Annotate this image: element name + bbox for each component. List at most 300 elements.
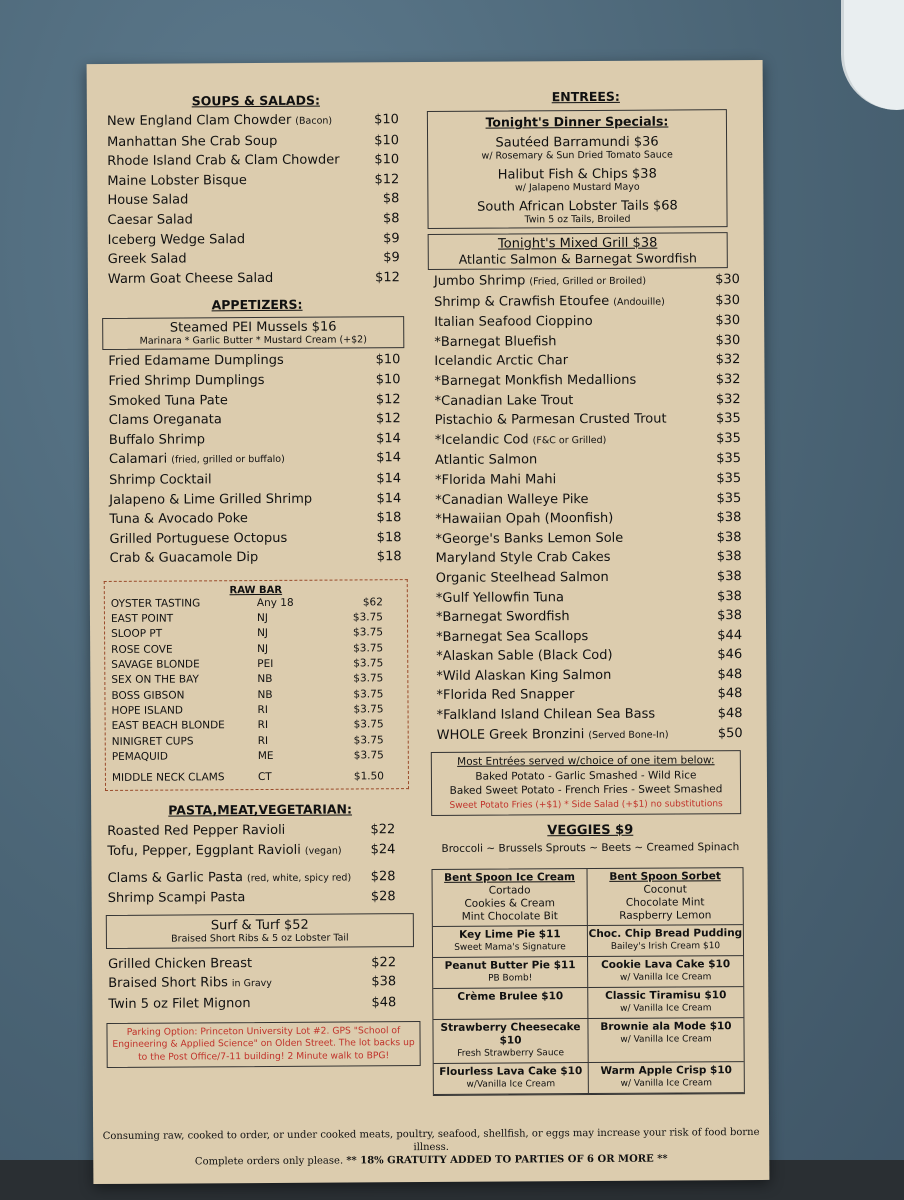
menu-item-name: WHOLE Greek Bronzini (436, 726, 585, 743)
dessert-item (433, 957, 588, 989)
menu-item-label (109, 391, 228, 411)
menu-item-name: Grilled Chicken Breast (108, 955, 253, 972)
menu-item-name: *Barnegat Swordfish (435, 609, 570, 626)
menu-item-name: Maryland Style Crab Cakes (435, 550, 611, 567)
menu-item (435, 489, 741, 510)
menu-item-name: *Falkland Island Chilean Sea Bass (436, 706, 656, 724)
menu-item-name: *Hawaiian Opah (Moonfish) (435, 510, 614, 528)
surf-turf-box (106, 913, 414, 949)
menu-item (107, 840, 395, 862)
veggies-heading: VEGGIES $9 (547, 823, 634, 839)
pasta-list-2 (106, 867, 416, 909)
raw-bar-origin: RI (257, 719, 269, 732)
raw-bar-name: SEX ON THE BAY (111, 673, 199, 687)
menu-item-label (108, 371, 264, 392)
menu-item (435, 449, 741, 470)
raw-bar-price: $1.50 (353, 770, 384, 783)
dessert-name: Choc. Chip Bread Pudding (588, 927, 743, 941)
menu-item-price: $35 (716, 490, 742, 506)
menu-item-price: $8 (382, 191, 400, 207)
menu-item (108, 993, 396, 1014)
menu-item-note: (Fried, Grilled or Broiled) (529, 275, 647, 288)
raw-bar-name: NINIGRET CUPS (111, 734, 194, 748)
menu-item (437, 704, 743, 725)
raw-bar-price: $3.75 (352, 611, 384, 624)
menu-item-label (108, 888, 246, 908)
menu-item (107, 131, 399, 152)
menu-item-price: $28 (370, 889, 396, 905)
pasta-list-1 (105, 821, 415, 863)
menu-item-note: in Gravy (231, 978, 272, 990)
menu-item-label (435, 470, 556, 490)
parking-text: Princeton University Lot #2. GPS "School of Engineering & Applied Science" on Olden Street. The lot backs up to the Post Office/7-11 building! 2 Minute walk to BPG! (112, 1024, 415, 1063)
menu-item-name: *Barnegat Monkfish Medallions (434, 372, 637, 389)
raw-bar-price: $3.75 (353, 718, 384, 731)
menu-item-label (435, 509, 613, 530)
dessert-item (588, 925, 743, 957)
menu-item-price: $44 (717, 627, 743, 643)
menu-item-name: Maine Lobster Bisque (107, 172, 247, 189)
menu-item-label (436, 568, 609, 589)
menu-item (108, 887, 396, 908)
menu-item-label (436, 646, 612, 667)
menu-item-price: $18 (376, 529, 402, 545)
menu-item-price: $38 (717, 608, 743, 624)
dessert-item (588, 987, 743, 1019)
raw-bar-price: $3.75 (353, 749, 384, 762)
menu-item-label (436, 666, 611, 687)
menu-item-name: Organic Steelhead Salmon (435, 569, 609, 586)
mixed-grill-box (428, 232, 728, 270)
menu-item (107, 170, 399, 191)
special-name: Halibut Fish & Chips $38 (497, 166, 657, 183)
menu-item (434, 350, 740, 371)
pasta-heading: PASTA,MEAT,VEGETARIAN: (168, 801, 353, 819)
parking-label: Parking Option: (126, 1026, 198, 1038)
raw-bar-price: $3.75 (353, 642, 384, 655)
menu-item (107, 150, 399, 171)
menu-item-name: Pistachio & Parmesan Crusted Trout (434, 411, 667, 429)
mixed-grill-sub: Atlantic Salmon & Barnegat Swordfish (458, 250, 697, 267)
sorbet-title: Bent Spoon Sorbet (609, 870, 721, 884)
raw-bar-name: EAST POINT (110, 612, 174, 626)
menu-item (107, 190, 399, 211)
menu-item (435, 409, 741, 430)
dessert-sub: Bailey's Irish Cream $10 (610, 941, 721, 953)
menu-item-name: Caesar Salad (107, 212, 193, 228)
menu-item-label (436, 627, 588, 648)
dessert-name: Classic Tiramisu $10 (605, 989, 727, 1003)
menu-item-label (110, 548, 259, 569)
ice-cream-title: Bent Spoon Ice Cream (444, 871, 576, 885)
dessert-name: Flourless Lava Cake $10 (439, 1065, 583, 1079)
raw-bar-price: $3.75 (353, 703, 384, 716)
raw-bar-name: HOPE ISLAND (111, 704, 184, 717)
menu-item-price: $14 (376, 471, 402, 487)
special-sub: Twin 5 oz Tails, Broiled (524, 213, 631, 226)
menu-item-name: Jumbo Shrimp (433, 273, 526, 289)
raw-bar-price: $62 (362, 596, 383, 609)
menu-item (109, 489, 401, 510)
menu-item-price: $48 (717, 666, 743, 683)
menu-item-price: $12 (375, 269, 400, 286)
menu-item-price: $38 (716, 588, 742, 604)
menu-item (108, 867, 396, 889)
menu-item-name: Shrimp & Crawfish Etoufee (433, 293, 610, 310)
special-name: Sautéed Barramundi $36 (495, 134, 659, 151)
sorbet-cell (588, 868, 743, 926)
veggies-line: Broccoli ~ Brussels Sprouts ~ Beets ~ Creamed Spinach (441, 841, 740, 856)
menu-item-label (434, 352, 568, 372)
right-column (427, 88, 751, 1096)
ice-cream-flavors (433, 884, 587, 924)
menu-item-label (434, 291, 665, 313)
menu-item (109, 429, 401, 450)
surf-turf-sub: Braised Short Ribs & 5 oz Lobster Tail (171, 932, 349, 945)
specials-list (428, 134, 727, 226)
menu-item-name: Twin 5 oz Filet Mignon (108, 996, 251, 1012)
menu-item-name: Jalapeno & Lime Grilled Shrimp (109, 491, 313, 508)
special-item (428, 198, 726, 226)
menu-item-name: *Florida Mahi Mahi (435, 472, 557, 488)
dessert-name: Key Lime Pie $11 (459, 928, 561, 942)
raw-bar-row (105, 626, 407, 643)
mussels-box (102, 316, 404, 350)
menu-item-label (434, 312, 593, 333)
raw-bar-row (105, 702, 407, 719)
footer (93, 1126, 769, 1169)
menu-item-name: Tofu, Pepper, Eggplant Ravioli (107, 842, 301, 859)
raw-bar-origin: RI (257, 703, 268, 716)
flavor-item: Mint Chocolate Bit (461, 910, 558, 924)
raw-bar-origin: NJ (257, 627, 269, 640)
raw-bar-name: MIDDLE NECK CLAMS (111, 771, 225, 785)
raw-bar-origin: PEI (257, 658, 274, 671)
menu-item-label (108, 994, 250, 1014)
menu-item-name: Fried Edamame Dumplings (108, 353, 284, 370)
menu-item-name: Iceberg Wedge Salad (107, 231, 246, 248)
menu-item-price: $46 (717, 647, 743, 663)
raw-bar-row (105, 687, 407, 704)
menu-item (108, 351, 400, 372)
menu-item-name: Clams Oreganata (108, 412, 222, 429)
menu-item-name: Atlantic Salmon (434, 452, 538, 469)
appetizers-list (102, 350, 413, 568)
menu-item-label (109, 430, 205, 450)
menu-item-label (435, 490, 588, 511)
menu-item (435, 469, 741, 490)
menu-item-name: Tuna & Avocado Poke (109, 511, 248, 528)
soups-heading: SOUPS & SALADS: (191, 92, 320, 109)
menu-item-label (107, 132, 277, 153)
dessert-sub: PB Bomb! (488, 973, 533, 984)
menu-item-price: $38 (716, 568, 742, 585)
menu-item-price: $12 (375, 411, 401, 427)
menu-item-name: Fried Shrimp Dumplings (108, 372, 265, 389)
menu-item (109, 469, 401, 490)
raw-bar-price: $3.75 (353, 733, 384, 747)
menu-item-price: $38 (716, 549, 742, 565)
menu-item-price: $18 (376, 510, 402, 526)
menu-item (108, 953, 396, 974)
sides-line-3: Sweet Potato Fries (+$1) * Side Salad (+$1) no substitutions (449, 798, 723, 811)
menu-item-note: (red, white, spicy red) (246, 872, 352, 884)
raw-bar-box (104, 579, 409, 791)
raw-bar-origin: RI (257, 734, 269, 747)
menu-item (434, 311, 740, 332)
menu-item-name: Shrimp Cocktail (109, 472, 212, 488)
dessert-name: Brownie ala Mode $10 (600, 1020, 732, 1034)
raw-bar-origin: NB (257, 688, 273, 701)
dessert-item (588, 956, 743, 988)
menu-item (434, 270, 740, 292)
menu-item-name: *Canadian Lake Trout (434, 392, 574, 409)
menu-item-price: $8 (382, 211, 400, 227)
menu-item-name: House Salad (107, 192, 189, 209)
raw-bar-row (105, 671, 407, 688)
menu-item-price: $50 (717, 725, 743, 741)
menu-item-name: Grilled Portuguese Octopus (109, 530, 288, 547)
menu-item (434, 291, 740, 313)
menu-item-label (435, 430, 607, 452)
flavor-item: Cookies & Cream (464, 897, 556, 911)
dessert-name: Peanut Butter Pie $11 (444, 959, 576, 973)
menu-item-price: $30 (715, 292, 741, 308)
gratuity-line (93, 1152, 769, 1169)
menu-item-price: $35 (716, 451, 742, 467)
menu-item-price: $18 (376, 549, 402, 565)
menu-item-price: $12 (374, 171, 400, 188)
menu-item-label (108, 351, 284, 372)
menu-item-price: $28 (370, 868, 396, 884)
menu-item-price: $22 (370, 822, 396, 838)
menu-item-label (436, 607, 570, 627)
raw-bar-row (105, 610, 407, 627)
menu-item-name: Smoked Tuna Pate (108, 392, 228, 409)
raw-bar-list (105, 595, 408, 765)
menu-item-price: $14 (376, 430, 401, 447)
special-item (428, 166, 726, 194)
menu-item (434, 370, 740, 391)
dessert-name: Strawberry Cheesecake $10 (440, 1021, 581, 1047)
menu-item-price: $32 (715, 372, 741, 388)
dessert-item (589, 1062, 744, 1094)
dessert-sub: w/ Vanilla Ice Cream (620, 1034, 712, 1046)
menu-item-label (434, 371, 636, 392)
menu-item-label (108, 269, 274, 290)
menu-item-label (435, 529, 623, 550)
raw-bar-price: $3.75 (353, 672, 384, 685)
appetizers-heading: APPETIZERS: (211, 297, 303, 313)
raw-bar-origin: ME (257, 749, 274, 762)
menu-item-price: $48 (717, 686, 743, 702)
raw-bar-name: SAVAGE BLONDE (111, 658, 200, 671)
menu-item-name: Buffalo Shrimp (108, 432, 206, 448)
gratuity-note: ** 18% GRATUITY ADDED TO PARTIES OF 6 OR MORE ** (346, 1153, 668, 1167)
raw-bar-origin: CT (257, 771, 272, 784)
raw-bar-origin: Any 18 (256, 596, 294, 609)
flavor-item: Cortado (488, 884, 531, 897)
menu-item-name: Rhode Island Crab & Clam Chowder (107, 152, 340, 170)
menu-item-price: $10 (375, 352, 401, 368)
raw-bar-name: EAST BEACH BLONDE (111, 719, 225, 733)
menu-item-price: $9 (383, 230, 400, 246)
menu-item-label (107, 191, 188, 211)
menu-item-name: New England Clam Chowder (106, 112, 292, 129)
specials-heading: Tonight's Dinner Specials: (485, 113, 669, 130)
menu-item-price: $30 (715, 332, 741, 349)
dessert-sub: w/ Vanilla Ice Cream (620, 1078, 713, 1090)
dessert-name: Crème Brulee $10 (457, 990, 564, 1004)
menu-item-note: (Served Bone-In) (588, 729, 669, 741)
sorbet-flavors (588, 883, 743, 923)
dessert-sub: w/Vanilla Ice Cream (466, 1079, 556, 1091)
mussels-title: Steamed PEI Mussels $16 (169, 319, 337, 336)
menu-item (436, 645, 742, 666)
menu-item-name: *Barnegat Sea Scallops (436, 628, 589, 645)
menu-item (108, 370, 400, 391)
menu-item-name: Shrimp Scampi Pasta (107, 890, 246, 907)
raw-bar-name: OYSTER TASTING (110, 597, 201, 610)
sides-line-1: Baked Potato - Garlic Smashed - Wild Rice (475, 769, 697, 783)
menu-item-name: Manhattan She Crab Soup (107, 133, 278, 150)
menu-item-label (437, 724, 669, 746)
menu-item-name: Clams & Garlic Pasta (107, 869, 244, 886)
menu-item-price: $10 (375, 372, 401, 388)
food-warning: Consuming raw, cooked to order, or under cooked meats, poultry, seafood, shellfish, or eggs may increase your risk of food borne illness. (102, 1126, 760, 1154)
raw-bar-origin: NB (257, 673, 273, 686)
menu-item (436, 587, 742, 608)
raw-bar-name: PEMAQUID (111, 750, 169, 763)
menu-item-label (108, 954, 252, 974)
menu-item-label (107, 821, 285, 842)
menu-item-price: $32 (715, 391, 741, 407)
menu-item-name: Braised Short Ribs (108, 975, 228, 992)
complete-orders-note: Complete orders only please. (194, 1155, 344, 1168)
menu-item-price: $48 (717, 706, 743, 722)
menu-item-label (109, 470, 212, 490)
menu-item (437, 724, 743, 746)
menu-item-price: $9 (383, 250, 400, 266)
menu-item-price: $35 (715, 411, 741, 427)
dessert-name: Cookie Lava Cake $10 (601, 958, 731, 972)
menu-item-name: *Canadian Walleye Pike (435, 491, 589, 508)
special-item (428, 134, 726, 162)
menu-item-price: $30 (715, 272, 740, 288)
menu-item (107, 209, 399, 230)
dessert-sub: w/ Vanilla Ice Cream (620, 1003, 712, 1015)
raw-bar-row (105, 595, 407, 612)
menu-item (434, 331, 740, 352)
dessert-sub: Fresh Strawberry Sauce (457, 1048, 565, 1060)
menu-item (108, 973, 396, 995)
menu-item-price: $35 (716, 430, 741, 446)
menu-item (435, 508, 741, 529)
menu-item-name: Roasted Red Pepper Ravioli (107, 823, 286, 840)
menu-item-name: Warm Goat Cheese Salad (107, 270, 274, 287)
dessert-sub: Sweet Mama's Signature (454, 942, 566, 954)
menu-item-note: (Andouille) (613, 296, 665, 308)
menu-item-note: (fried, grilled or buffalo) (171, 454, 285, 466)
menu-item (435, 429, 741, 451)
menu-item (436, 547, 742, 568)
menu-item-label (434, 332, 556, 352)
raw-bar-row (105, 656, 407, 673)
menu-item (108, 268, 400, 289)
menu-item-name: *Wild Alaskan King Salmon (436, 667, 612, 684)
menu-item-label (434, 271, 646, 293)
parking-box (106, 1021, 420, 1068)
menu-item-note: (Bacon) (295, 115, 333, 127)
raw-bar-row (106, 748, 408, 765)
menu-item (109, 528, 401, 549)
menu-item-price: $38 (716, 529, 742, 545)
menu-item-price: $38 (716, 510, 742, 526)
menu-item-label (107, 151, 340, 172)
flavor-item: Chocolate Mint (625, 896, 705, 910)
menu-item-price: $38 (371, 974, 397, 990)
menu-item (109, 448, 401, 470)
menu-item-note: (F&C or Grilled) (532, 434, 607, 447)
specials-box (427, 109, 728, 229)
special-sub: w/ Rosemary & Sun Dried Tomato Sauce (481, 149, 673, 162)
menu-item-price: $35 (716, 471, 742, 487)
menu-item-label (107, 171, 247, 191)
menu-item-label (109, 489, 312, 510)
raw-bar-name: ROSE COVE (111, 643, 173, 656)
dessert-name: Warm Apple Crisp $10 (600, 1064, 733, 1078)
menu-item-price: $14 (376, 490, 402, 506)
dessert-item (588, 1018, 743, 1063)
raw-bar-row (106, 733, 408, 750)
menu-item-label (436, 548, 611, 569)
dessert-item (433, 988, 588, 1020)
menu-item-label (109, 449, 285, 471)
menu-item-name: Icelandic Arctic Char (434, 353, 569, 370)
menu-item-label (108, 230, 246, 250)
raw-bar-clams-row (106, 769, 408, 786)
menu-sheet (87, 60, 770, 1184)
menu-item (109, 508, 401, 529)
menu-item-price: $10 (374, 132, 400, 148)
flavor-item: Raspberry Lemon (619, 909, 712, 923)
menu-item-label (435, 410, 667, 431)
sides-line-2: Baked Sweet Potato - French Fries - Sweet Smashed (449, 783, 723, 798)
menu-item-name: *Barnegat Bluefish (434, 333, 557, 350)
menu-item-price: $22 (371, 955, 397, 971)
menu-item-name: *Alaskan Sable (Black Cod) (436, 648, 613, 665)
menu-item-label (108, 250, 187, 270)
menu-item (108, 229, 400, 250)
raw-bar-row (105, 641, 407, 658)
menu-item-label (437, 705, 656, 726)
menu-item-note: (vegan) (304, 845, 342, 857)
menu-item (436, 665, 742, 686)
dessert-sub: w/ Vanilla Ice Cream (619, 972, 712, 984)
menu-item (109, 409, 401, 430)
menu-item-label (108, 867, 352, 889)
dessert-item (433, 926, 588, 958)
mussels-options: Marinara * Garlic Butter * Mustard Cream (+$2) (139, 334, 367, 348)
sides-heading: Most Entrées served w/choice of one item below: (457, 754, 715, 769)
special-name: South African Lobster Tails $68 (477, 198, 678, 215)
raw-bar-heading: RAW BAR (229, 584, 283, 597)
menu-item (107, 110, 399, 132)
special-sub: w/ Jalapeno Mustard Mayo (514, 181, 640, 194)
raw-bar-price: $3.75 (353, 687, 384, 701)
menu-item-name: *George's Banks Lemon Sole (435, 530, 624, 547)
menu-item (436, 567, 742, 588)
